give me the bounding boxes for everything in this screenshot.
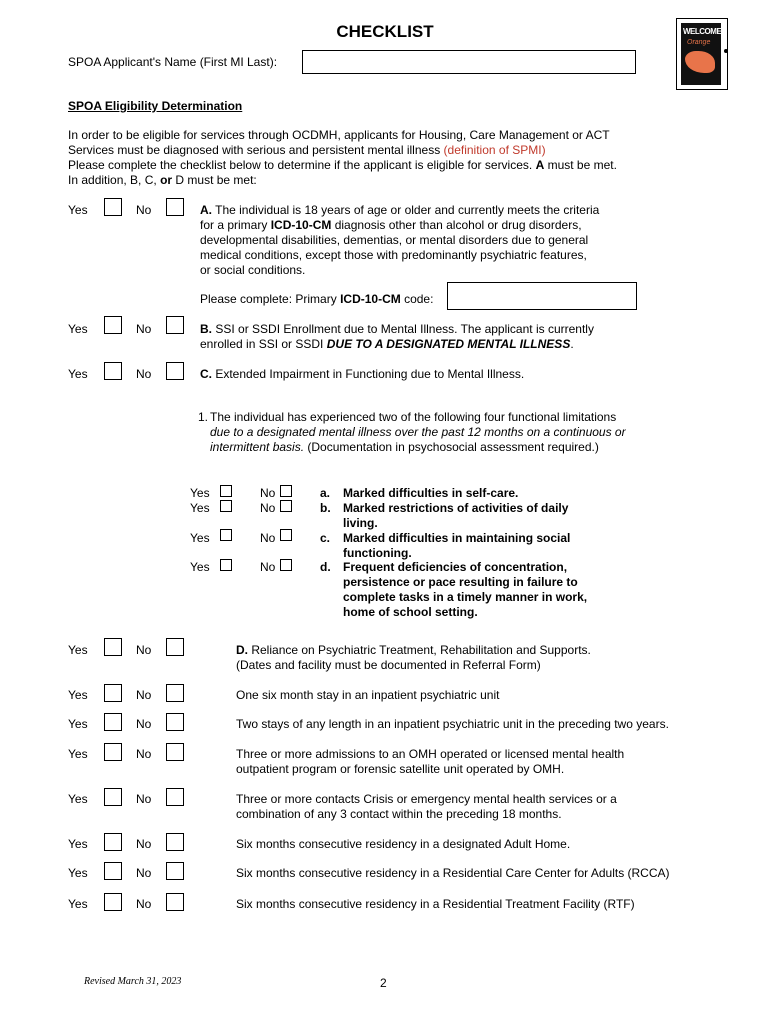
limitation-b-text: Marked restrictions of activities of daily living. — [343, 501, 569, 530]
criterion-d-letter: D. — [236, 643, 248, 657]
intro-text-3: must be met. In addition, B, C, — [68, 158, 617, 187]
no-label: No — [136, 717, 152, 731]
intro-text-4: D must be met: — [175, 173, 257, 187]
spmi-definition-link[interactable]: (definition of SPMI) — [443, 143, 546, 157]
intro-text-1: In order to be eligible for services through OCDMH, applicants for Housing, Care Management or ACT Services must be diagnosed with serious and persistent mental illness — [68, 128, 610, 157]
no-label: No — [136, 643, 152, 657]
section-heading: SPOA Eligibility Determination — [68, 99, 243, 113]
limitation-c-yes-checkbox[interactable] — [220, 529, 232, 541]
d-item-2-text: Two stays of any length in an inpatient psychiatric unit in the preceding two years. — [236, 717, 669, 731]
intro-text-2: Please complete the checklist below to determine if the applicant is eligible for services. — [68, 158, 533, 172]
limitations-number: 1. — [198, 410, 209, 424]
limitation-b-yes-checkbox[interactable] — [220, 500, 232, 512]
logo-text-orange: Orange — [687, 39, 711, 46]
limitation-c-no-checkbox[interactable] — [280, 529, 292, 541]
limitation-c-text: Marked difficulties in maintaining social functioning. — [343, 531, 571, 560]
yes-label: Yes — [68, 747, 88, 761]
d-item-4-yes-checkbox[interactable] — [104, 788, 122, 806]
no-label: No — [260, 501, 276, 515]
d-item-5-no-checkbox[interactable] — [166, 833, 184, 851]
d-item-4-no-checkbox[interactable] — [166, 788, 184, 806]
criterion-c-text — [200, 367, 524, 382]
criterion-d-no-checkbox[interactable] — [166, 638, 184, 656]
d-item-3-no-checkbox[interactable] — [166, 743, 184, 761]
no-label: No — [136, 747, 152, 761]
criterion-c-no-checkbox[interactable] — [166, 362, 184, 380]
d-item-1-text: One six month stay in an inpatient psychiatric unit — [236, 688, 500, 702]
criterion-b-text — [200, 322, 630, 352]
applicant-name-field[interactable] — [302, 50, 636, 74]
d-item-2-no-checkbox[interactable] — [166, 713, 184, 731]
no-label: No — [136, 866, 152, 880]
no-label: No — [136, 897, 152, 911]
d-item-6-yes-checkbox[interactable] — [104, 862, 122, 880]
d-item-3-yes-checkbox[interactable] — [104, 743, 122, 761]
limitation-a-no-checkbox[interactable] — [280, 485, 292, 497]
d-item-5-yes-checkbox[interactable] — [104, 833, 122, 851]
criterion-a-text-2: diagnosis other than alcohol or drug disorders, developmental disabilities, dementias, or mental disorders due to general medical conditions, except those with predominantly psychiatric features, or social conditions. — [200, 218, 589, 277]
welcome-logo — [676, 18, 728, 90]
d-item-6-text: Six months consecutive residency in a Residential Care Center for Adults (RCCA) — [236, 866, 670, 880]
yes-label: Yes — [68, 688, 88, 702]
criterion-b-yes-checkbox[interactable] — [104, 316, 122, 334]
door-knob-icon — [724, 49, 728, 53]
limitation-d-letter: d. — [320, 560, 331, 574]
revision-date: Revised March 31, 2023 — [84, 976, 182, 987]
criterion-d-yes-checkbox[interactable] — [104, 638, 122, 656]
criterion-a-letter: A. — [200, 203, 212, 217]
criterion-a-text-1: The individual is 18 years of age or older and currently meets the criteria for a primary — [200, 203, 600, 232]
no-label: No — [136, 367, 152, 381]
no-label: No — [260, 486, 276, 500]
page-title: CHECKLIST — [336, 22, 434, 41]
d-item-1-yes-checkbox[interactable] — [104, 684, 122, 702]
yes-label: Yes — [68, 203, 88, 217]
logo-text-welcome: WELCOME — [683, 27, 722, 36]
limitations-intro-2: (Documentation in psychosocial assessment required.) — [307, 440, 599, 454]
yes-label: Yes — [190, 501, 210, 515]
criterion-d-body: Reliance on Psychiatric Treatment, Rehabilitation and Supports. — [251, 643, 591, 657]
d-item-7-no-checkbox[interactable] — [166, 893, 184, 911]
yes-label: Yes — [68, 792, 88, 806]
yes-label: Yes — [68, 322, 88, 336]
d-item-6-no-checkbox[interactable] — [166, 862, 184, 880]
criterion-c-yes-checkbox[interactable] — [104, 362, 122, 380]
no-label: No — [136, 688, 152, 702]
limitation-b-letter: b. — [320, 501, 331, 515]
icd-code-field[interactable] — [447, 282, 637, 310]
no-label: No — [136, 837, 152, 851]
limitations-intro-ital: due to a designated mental illness over the past 12 months on a continuous or intermittent basis. — [210, 425, 626, 454]
no-label: No — [136, 322, 152, 336]
icd-code-prefix: Please complete: Primary — [200, 292, 337, 306]
criterion-b-end: . — [570, 337, 574, 351]
criterion-d-sub: (Dates and facility must be documented in Referral Form) — [236, 658, 541, 672]
criterion-a-yes-checkbox[interactable] — [104, 198, 122, 216]
limitation-c-letter: c. — [320, 531, 331, 545]
yes-label: Yes — [68, 897, 88, 911]
d-item-3-text: Three or more admissions to an OMH operated or licensed mental health outpatient program or forensic satellite unit operated by OMH. — [236, 747, 625, 776]
page-number: 2 — [380, 976, 387, 990]
limitation-b-no-checkbox[interactable] — [280, 500, 292, 512]
limitation-d-text: Frequent deficiencies of concentration, persistence or pace resulting in failure to complete tasks in a timely manner in work, home of school setting. — [343, 560, 588, 619]
icd-code-label — [200, 292, 433, 307]
intro-paragraph — [68, 128, 628, 188]
yes-label: Yes — [68, 837, 88, 851]
intro-or: or — [160, 173, 173, 187]
no-label: No — [260, 531, 276, 545]
criterion-a-icd: ICD-10-CM — [270, 218, 332, 232]
applicant-name-label: SPOA Applicant's Name (First MI Last): — [68, 55, 278, 69]
criterion-b-letter: B. — [200, 322, 212, 336]
criterion-c-body: Extended Impairment in Functioning due to Mental Illness. — [215, 367, 525, 381]
criterion-b-emph: DUE TO A DESIGNATED MENTAL ILLNESS — [326, 337, 571, 351]
no-label: No — [136, 792, 152, 806]
yes-label: Yes — [68, 367, 88, 381]
criterion-c-letter: C. — [200, 367, 212, 381]
criterion-d-text — [236, 643, 656, 673]
limitation-a-text: Marked difficulties in self-care. — [343, 486, 519, 500]
d-item-2-yes-checkbox[interactable] — [104, 713, 122, 731]
d-item-1-no-checkbox[interactable] — [166, 684, 184, 702]
no-label: No — [136, 203, 152, 217]
yes-label: Yes — [190, 560, 210, 574]
criterion-b-no-checkbox[interactable] — [166, 316, 184, 334]
yes-label: Yes — [68, 643, 88, 657]
yes-label: Yes — [190, 486, 210, 500]
limitation-d-no-checkbox[interactable] — [280, 559, 292, 571]
limitations-intro — [210, 410, 635, 455]
criterion-b-body: SSI or SSDI Enrollment due to Mental Illness. The applicant is currently enrolled in SSI or SSDI — [200, 322, 594, 351]
limitation-d-yes-checkbox[interactable] — [220, 559, 232, 571]
yes-label: Yes — [68, 717, 88, 731]
criterion-a-text — [200, 203, 600, 278]
yes-label: Yes — [68, 866, 88, 880]
limitation-a-letter: a. — [320, 486, 331, 500]
icd-code-suffix: code: — [404, 292, 434, 306]
intro-a: A — [535, 158, 545, 172]
icd-code-emph: ICD-10-CM — [340, 292, 401, 306]
limitation-a-yes-checkbox[interactable] — [220, 485, 232, 497]
d-item-7-text: Six months consecutive residency in a Residential Treatment Facility (RTF) — [236, 897, 635, 911]
d-item-7-yes-checkbox[interactable] — [104, 893, 122, 911]
no-label: No — [260, 560, 276, 574]
yes-label: Yes — [190, 531, 210, 545]
d-item-5-text: Six months consecutive residency in a designated Adult Home. — [236, 837, 571, 851]
d-item-4-text: Three or more contacts Crisis or emergency mental health services or a combination of any 3 contact within the preceding 18 months. — [236, 792, 617, 821]
limitations-intro-1: The individual has experienced two of the following four functional limitations — [210, 410, 617, 424]
criterion-a-no-checkbox[interactable] — [166, 198, 184, 216]
